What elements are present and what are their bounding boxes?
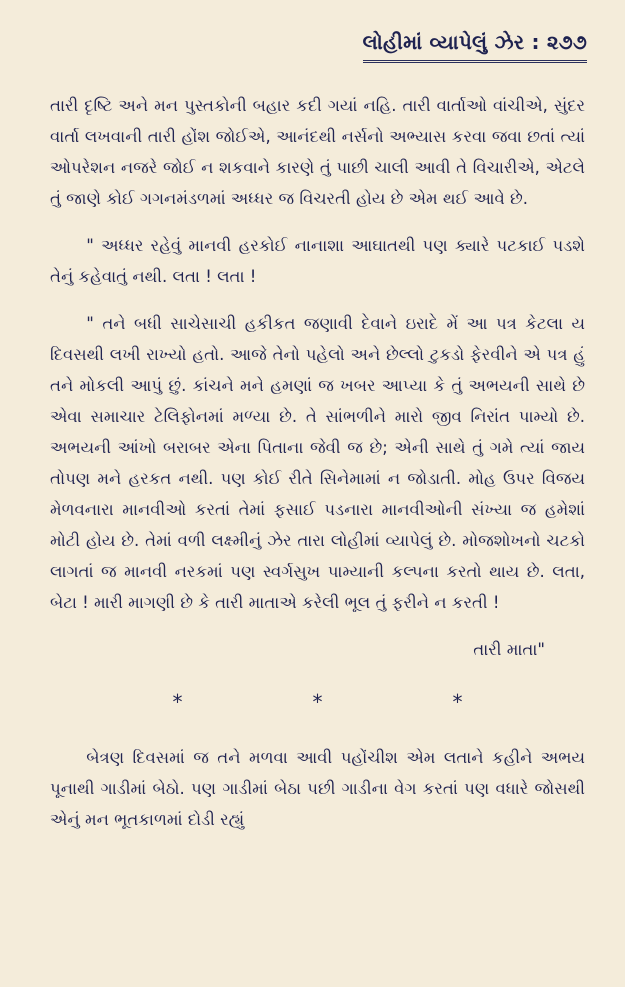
paragraph: બેત્રણ દિવસમાં જ તને મળવા આવી પહોંચીશ એમ લતાને કહીને અભય પૂનાથી ગાડીમાં બેઠો. પણ ગાડીમાં બેઠા પછી ગાડીના વેગ કરતાં પણ વધારે જોસથી એનું મન ભૂતકાળમાં દોડી રહ્યું [50,748,585,829]
separator-star: * [452,690,463,714]
separator-star: * [312,690,323,714]
paragraph: " અધ્ધર રહેવું માનવી હરકોઈ નાનાશા આઘાતથી પણ ક્યારે પટકાઈ પડશે તેનું કહેવાતું નથી. લતા ! લતા ! [50,236,585,286]
running-head: લોહીમાં વ્યાપેલું ઝેર : ૨૭૭ [363,30,587,63]
paragraph: " તને બધી સાચેસાચી હકીકત જણાવી દેવાને ઇરાદે મેં આ પત્ર કેટલા ય દિવસથી લખી રાખ્યો હતો. આજે તેનો પહેલો અને છેલ્લો ટુકડો ફેરવીને એ પત્ર હું તને મોકલી આપું છું. કાંચને મને હમણાં જ ખબર આપ્યા કે તું અભયની સાથે છે એવા સમાચાર ટેલિફોનમાં મળ્યા છે. તે સાંભળીને મારો જીવ નિરાંત પામ્યો છે. અભયની આંખો બરાબર એના પિતાના જેવી જ છે; એની સાથે તું ગમે ત્યાં જાય તોપણ મને હરકત નથી. પણ કોઈ રીતે સિનેમામાં ન જોડાતી. મોહ ઉપર વિજય મેળવનારા માનવીઓ કરતાં તેમાં ફસાઈ પડનારા માનવીઓની સંખ્યા જ હમેશાં મોટી હોય છે. તેમાં વળી લક્ષ્મીનું ઝેર તારા લોહીમાં વ્યાપેલું છે. મોજશોખનો ચટકો લાગતાં જ માનવી નરકમાં પણ સ્વર્ગસુખ પામ્યાની કલ્પના કરતો થાય છે. લતા, બેટા ! મારી માગણી છે કે તારી માતાએ કરેલી ભૂલ તું ફરીને ન કરતી ! [50,314,585,612]
page-header [363,30,587,63]
letter-signoff: તારી માતા" [473,640,545,659]
section-separator [50,687,585,718]
paragraph: તારી દૃષ્ટિ અને મન પુસ્તકોની બહાર કદી ગયાં નહિ. તારી વાર્તાઓ વાંચીએ, સુંદર વાર્તા લખવાની તારી હોંશ જોઈએ, આનંદથી નર્સનો અભ્યાસ કરવા જવા છતાં ત્યાં ઓપરેશન નજરે જોઈ ન શકવાને કારણે તું પાછી ચાલી આવી તે વિચારીએ, એટલે તું જાણે કોઈ ગગનમંડળમાં અધ્ધર જ વિચરતી હોય છે એમ થઈ આવે છે. [50,96,585,208]
separator-star: * [172,690,183,714]
page-body [50,90,585,851]
